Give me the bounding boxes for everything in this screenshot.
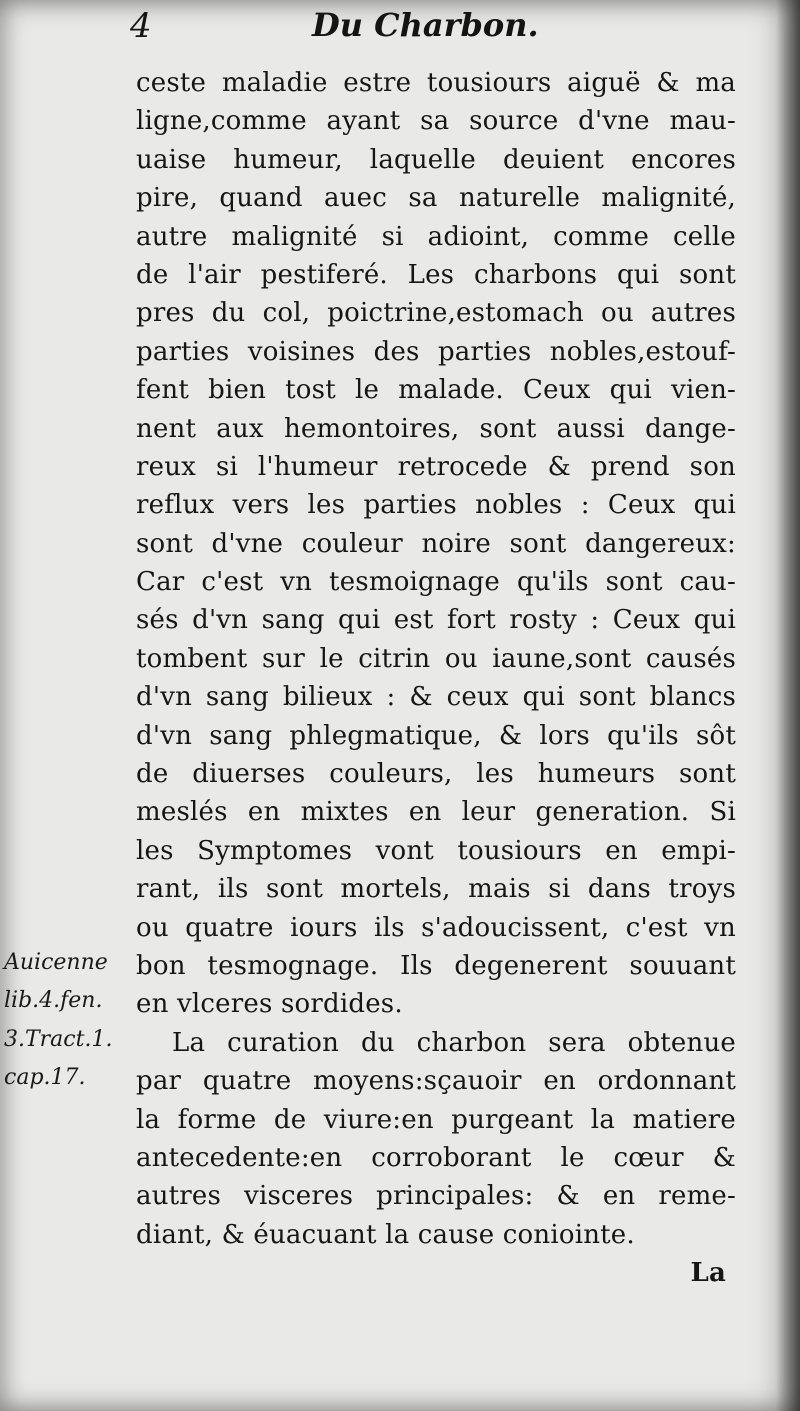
text-line: antecedente:en corroborant le cœur &: [136, 1142, 736, 1173]
text-line: fent bien tost le malade. Ceux qui vien-: [136, 375, 736, 406]
margin-note-line: 3.Tract.1.: [4, 1026, 113, 1052]
margin-note-line: lib.4.fen.: [4, 988, 103, 1014]
text-line: autre malignité si adioint, comme celle: [136, 221, 736, 252]
running-head: Du Charbon.: [312, 6, 539, 44]
text-line: Car c'est vn tesmoignage qu'ils sont cau-: [136, 567, 736, 598]
page-edge-shadow: [776, 0, 800, 1411]
text-line: en vlceres sordides.: [136, 989, 403, 1020]
text-line: de diuerses couleurs, les humeurs sont: [136, 759, 736, 790]
page-number: 4: [130, 6, 152, 46]
text-line: tombent sur le citrin ou iaune,sont causés: [136, 643, 736, 674]
text-line: diant, & éuacuant la cause coniointe.: [136, 1219, 635, 1250]
text-line: reflux vers les parties nobles : Ceux qui: [136, 490, 736, 521]
text-line: reux si l'humeur retrocede & prend son: [136, 451, 736, 482]
text-line: ceste maladie estre tousiours aiguë & ma: [136, 68, 736, 98]
text-line: uaise humeur, laquelle deuient encores: [136, 144, 736, 175]
margin-note: [4, 944, 144, 1098]
margin-note-line: cap.17.: [4, 1065, 86, 1091]
text-line: d'vn sang phlegmatique, & lors qu'ils sôt: [136, 720, 736, 751]
text-line: bon tesmognage. Ils degenerent souuant: [136, 950, 736, 981]
text-line: rant, ils sont mortels, mais si dans troys: [136, 874, 736, 905]
paragraph-start-line: La curation du charbon sera obtenue: [172, 1027, 736, 1058]
text-line: pire, quand auec sa naturelle malignité,: [136, 183, 736, 214]
page-header: [0, 6, 800, 50]
body-text: [136, 64, 736, 1293]
text-line: nent aux hemontoires, sont aussi dange-: [136, 413, 736, 444]
text-line: les Symptomes vont tousiours en empi-: [136, 835, 736, 866]
text-line: autres visceres principales: & en reme-: [136, 1181, 736, 1212]
margin-note-line: Auicenne: [4, 950, 108, 975]
text-line: ou quatre iours ils s'adoucissent, c'est vn: [136, 912, 736, 943]
text-line: par quatre moyens:sçauoir en ordonnant: [136, 1066, 736, 1097]
text-line: sés d'vn sang qui est fort rosty : Ceux qui: [136, 605, 736, 636]
text-line: meslés en mixtes en leur generation. Si: [136, 797, 736, 828]
text-line: sont d'vne couleur noire sont dangereux:: [136, 528, 736, 559]
text-line: de l'air pestiferé. Les charbons qui sont: [136, 259, 736, 290]
text-line: la forme de viure:en purgeant la matiere: [136, 1104, 736, 1135]
text-line: ligne,comme ayant sa source d'vne mau-: [136, 106, 736, 137]
text-line: d'vn sang bilieux : & ceux qui sont blancs: [136, 682, 736, 713]
text-line: parties voisines des parties nobles,estouf-: [136, 336, 736, 367]
text-line: pres du col, poictrine,estomach ou autres: [136, 298, 736, 329]
catchword: La: [690, 1258, 726, 1289]
